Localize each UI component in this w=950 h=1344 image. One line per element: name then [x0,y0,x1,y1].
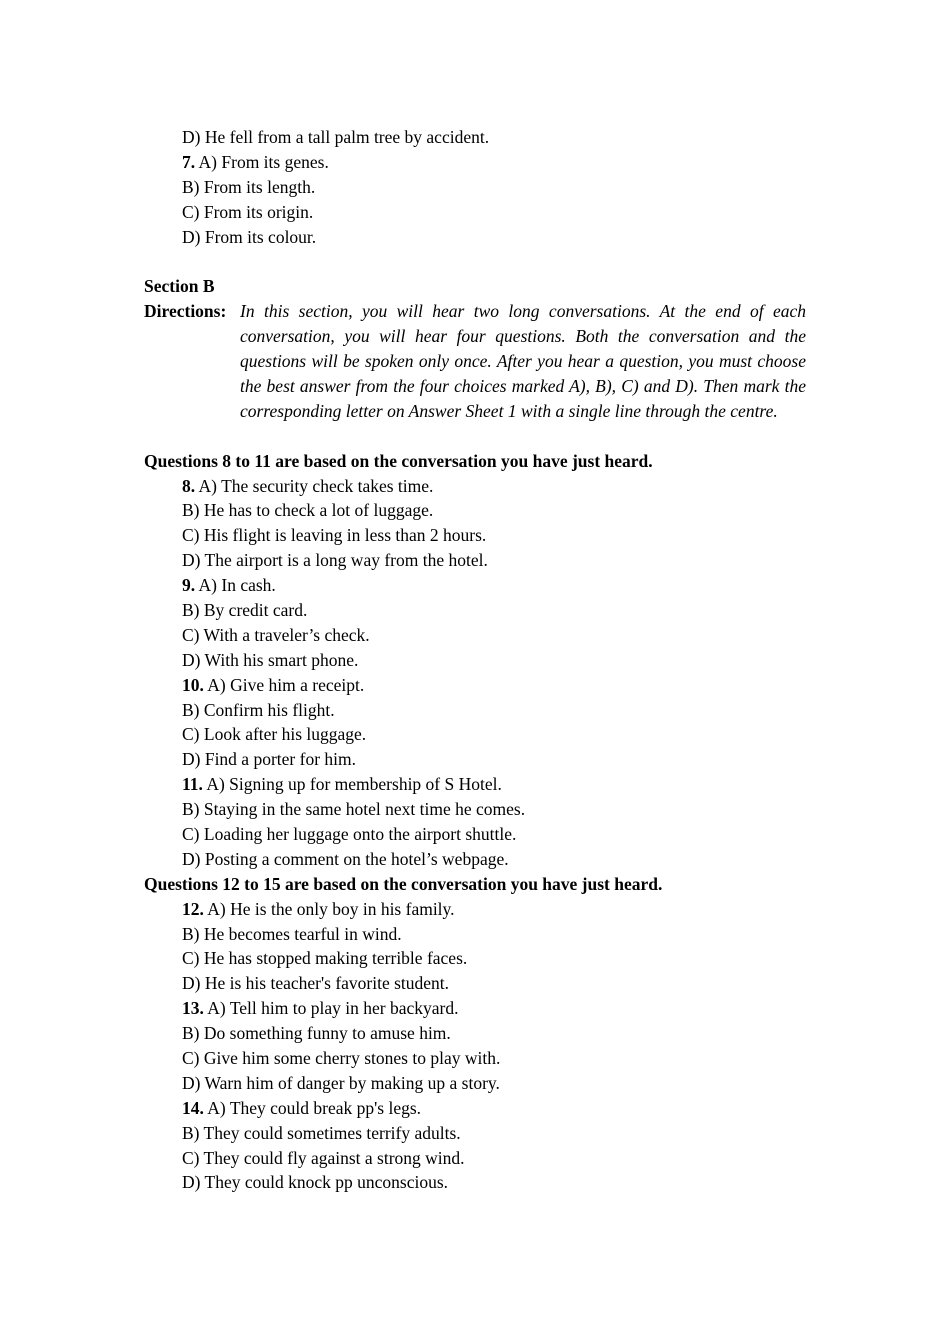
q12-option-d: D) He is his teacher's favorite student. [182,973,450,994]
q7-option-a [144,150,806,175]
q10-option-a [144,673,806,698]
q12-option-b: B) He becomes tearful in wind. [182,923,402,944]
q11-option-c: C) Loading her luggage onto the airport shuttle. [182,824,517,845]
q9-option-b: B) By credit card. [182,600,308,620]
option-text: A) From its genes. [198,151,329,172]
q7-option-c: C) From its origin. [182,201,314,222]
q8-option-c: C) His flight is leaving in less than 2 hours. [182,525,487,546]
q14-option-c: C) They could fly against a strong wind. [182,1147,465,1168]
section-title: Section B [144,276,215,297]
q12-option-a [144,897,806,922]
option-text: A) Signing up for membership of S Hotel. [206,774,502,795]
q10-option-b: B) Confirm his flight. [182,699,335,720]
q11-option-a [144,772,806,797]
q11-option-d: D) Posting a comment on the hotel’s webpage. [182,848,509,869]
q12-option-c: C) He has stopped making terrible faces. [182,948,468,969]
q8-option-b: B) He has to check a lot of luggage. [182,500,434,521]
question-number: 8. [182,475,196,496]
q10-option-d: D) Find a porter for him. [182,749,356,770]
q14-option-b: B) They could sometimes terrify adults. [182,1122,461,1143]
option-text: A) The security check takes time. [198,475,434,496]
q9-option-c: C) With a traveler’s check. [182,624,370,645]
question-number: 10. [182,674,204,695]
spacer [144,249,806,274]
question-number: 9. [182,575,196,596]
q13-option-b: B) Do something funny to amuse him. [182,1023,451,1044]
page-content [144,125,806,1195]
question-number: 13. [182,998,204,1019]
q7-option-d: D) From its colour. [182,226,317,247]
q9-option-d: D) With his smart phone. [182,649,359,670]
q13-option-d: D) Warn him of danger by making up a story. [182,1072,500,1093]
q9-option-a [144,573,806,598]
group-heading: Questions 12 to 15 are based on the conversation you have just heard. [144,873,663,894]
spacer [144,424,806,449]
q11-option-b: B) Staying in the same hotel next time he comes. [182,799,526,820]
question-number: 7. [182,151,196,172]
group-heading: Questions 8 to 11 are based on the conversation you have just heard. [144,450,653,471]
q8-option-d: D) The airport is a long way from the hotel. [182,550,488,571]
option-text: A) Give him a receipt. [207,674,365,695]
q14-option-a [144,1096,806,1121]
q10-option-c: C) Look after his luggage. [182,724,367,745]
q13-option-c: C) Give him some cherry stones to play with. [182,1048,501,1069]
q6-option-d: D) He fell from a tall palm tree by accident. [182,127,490,147]
option-text: A) In cash. [198,575,276,596]
q14-option-d: D) They could knock pp unconscious. [182,1172,449,1193]
option-text: A) He is the only boy in his family. [207,898,455,919]
question-number: 14. [182,1097,204,1118]
directions-label: Directions: [144,301,227,322]
directions-block [144,299,806,424]
directions-text: In this section, you will hear two long conversations. At the end of each conversation, you will hear four questions. Both the conversation and the questions will be spoken only once. After you hear a question, you must choose the best answer from the four choices marked A), B), C) and D). Then mark the corresponding letter on Answer Sheet 1 with a single line through the centre. [240,301,806,421]
question-number: 12. [182,898,204,919]
option-text: A) They could break pp's legs. [207,1097,422,1118]
option-text: A) Tell him to play in her backyard. [207,998,459,1019]
q13-option-a [144,996,806,1021]
q7-option-b: B) From its length. [182,176,316,197]
question-number: 11. [182,774,203,795]
q8-option-a [144,474,806,499]
